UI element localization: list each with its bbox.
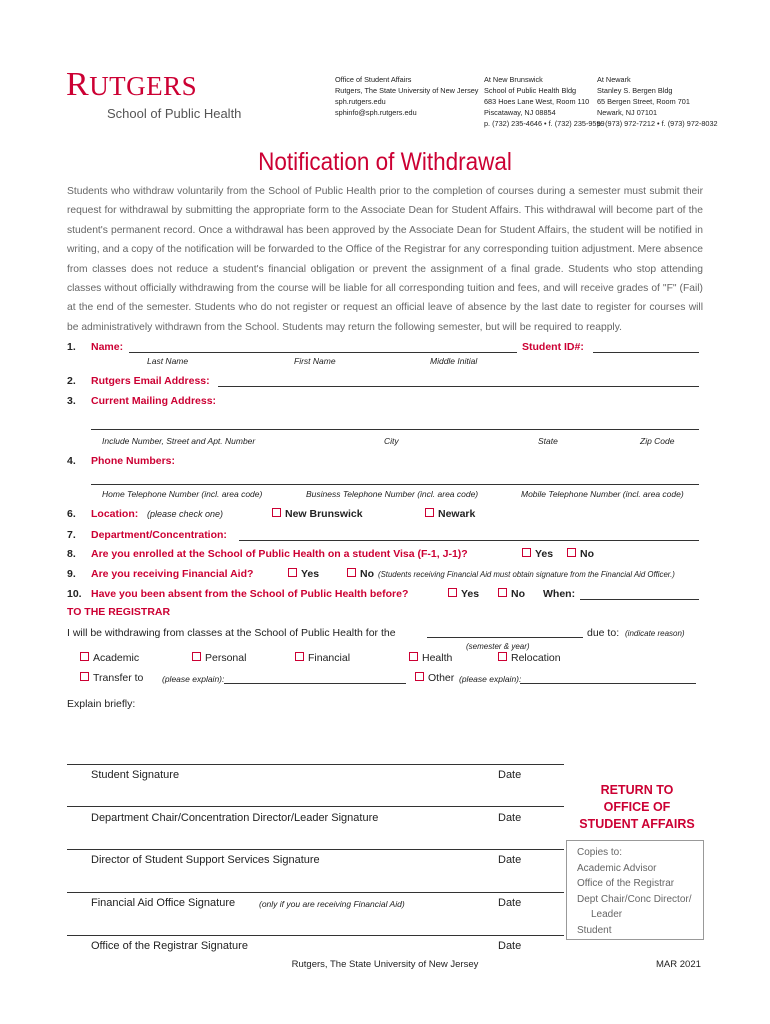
reason-health-checkbox[interactable]: Health — [409, 652, 452, 664]
checkbox-icon — [192, 652, 201, 661]
location-label: Location: — [91, 508, 139, 520]
phone-label: Phone Numbers: — [91, 455, 176, 467]
reason-relocation-checkbox[interactable]: Relocation — [498, 652, 561, 664]
visa-yes-checkbox[interactable]: Yes — [522, 548, 553, 560]
email-field[interactable] — [218, 386, 699, 387]
intro-paragraph: Students who withdraw voluntarily from the School of Public Health prior to the completion of courses during a semester must submit their request for withdrawal by submitting the appropriate form to the Associate Dean for Student Affairs. This withdrawal will become part of the student's permanent record. Once a withdrawal has been approved by the Associate Dean for Student Affairs, the student will be notified in writing, and a copy of the notification will be forwarded to the Office of the Registrar for any corresponding tuition adjustment. Mere absence from classes does not reduce a student's financial obligation or prevent the assignment of a final grade. Students who stop attending classes without officially withdrawing from the course will be liable for all corresponding tuition and fees, and will receive grades of "F" (Fail) at the end of the semester. Students who do not register or request an official leave of absence by the last date to register for courses will be administratively withdrawn from the School. Students may return the following semester, but will be required to reapply. — [67, 186, 703, 333]
checkbox-icon — [415, 672, 424, 681]
last-name-caption: Last Name — [147, 356, 189, 366]
return-to-office-notice: RETURN TO OFFICE OF STUDENT AFFAIRS — [579, 783, 695, 831]
checkbox-icon — [522, 548, 531, 557]
when-field[interactable] — [580, 599, 699, 600]
name-field[interactable] — [129, 352, 517, 353]
student-id-label: Student ID#: — [522, 341, 584, 353]
finaid-no-checkbox[interactable]: No — [347, 568, 374, 580]
phone-field[interactable] — [91, 484, 699, 485]
finaid-yes-checkbox[interactable]: Yes — [288, 568, 319, 580]
rutgers-logo: RUTGERS — [66, 66, 198, 103]
indicate-reason-hint: (indicate reason) — [625, 629, 685, 638]
checkbox-icon — [80, 652, 89, 661]
student-id-field[interactable] — [593, 352, 699, 353]
date-label: Date — [498, 812, 522, 824]
semester-caption: (semester & year) — [466, 642, 530, 651]
item-number: 10. — [67, 588, 82, 600]
department-label: Department/Concentration: — [91, 529, 227, 541]
date-label: Date — [498, 897, 522, 909]
state-caption: State — [538, 436, 558, 446]
student-signature-label: Student Signature — [91, 769, 180, 781]
transfer-field[interactable] — [224, 683, 406, 684]
absent-no-checkbox[interactable]: No — [498, 588, 525, 600]
date-label: Date — [498, 769, 522, 781]
checkbox-icon — [498, 588, 507, 597]
city-caption: City — [384, 436, 399, 446]
checkbox-icon — [347, 568, 356, 577]
visa-no-checkbox[interactable]: No — [567, 548, 594, 560]
address-col-new-brunswick: At New Brunswick School of Public Health Bldg 683 Hoes Lane West, Room 110 Piscataway, NJ 08854 p. (732) 235-4646 • f. (732) 235-9599 — [484, 75, 605, 128]
reason-transfer-checkbox[interactable]: Transfer to — [80, 672, 143, 684]
registrar-heading: TO THE REGISTRAR — [67, 606, 171, 618]
logo-subtitle: School of Public Health — [107, 106, 242, 121]
date-label: Date — [498, 854, 522, 866]
absent-question: Have you been absent from the School of Public Health before? — [91, 588, 409, 600]
reason-other-checkbox[interactable]: Other — [415, 672, 454, 684]
item-number: 4. — [67, 455, 76, 467]
mobile-phone-caption: Mobile Telephone Number (incl. area code) — [521, 489, 684, 499]
checkbox-icon — [272, 508, 281, 517]
location-hint: (please check one) — [147, 509, 224, 519]
absent-yes-checkbox[interactable]: Yes — [448, 588, 479, 600]
other-hint: (please explain): — [459, 674, 522, 684]
first-name-caption: First Name — [294, 356, 336, 366]
address-col-newark: At Newark Stanley S. Bergen Bldg 65 Bergen Street, Room 701 Newark, NJ 07101 p. (973) 972-7212 • f. (973) 972-8032 — [597, 75, 718, 128]
financial-aid-question: Are you receiving Financial Aid? — [91, 568, 254, 580]
item-number: 6. — [67, 508, 76, 520]
mailing-address-label: Current Mailing Address: — [91, 395, 217, 407]
checkbox-icon — [80, 672, 89, 681]
new-brunswick-checkbox[interactable]: New Brunswick — [272, 508, 363, 520]
withdrawal-statement: I will be withdrawing from classes at the School of Public Health for the — [67, 627, 396, 639]
visa-question: Are you enrolled at the School of Public Health on a student Visa (F-1, J-1)? — [91, 548, 468, 560]
checkbox-icon — [567, 548, 576, 557]
reason-financial-checkbox[interactable]: Financial — [295, 652, 350, 664]
item-number: 3. — [67, 395, 76, 407]
signature-line[interactable] — [67, 892, 564, 893]
middle-initial-caption: Middle Initial — [430, 356, 478, 366]
financial-aid-note: (Students receiving Financial Aid must obtain signature from the Financial Aid Officer.) — [378, 570, 675, 579]
signature-line[interactable] — [67, 806, 564, 807]
registrar-signature-label: Office of the Registrar Signature — [91, 940, 248, 952]
explain-area[interactable] — [67, 712, 703, 762]
home-phone-caption: Home Telephone Number (incl. area code) — [102, 489, 263, 499]
semester-field[interactable] — [427, 637, 583, 638]
copies-to-box: Copies to: Academic Advisor Office of the Registrar Dept Chair/Conc Director/ Leader Student — [566, 840, 704, 940]
reason-personal-checkbox[interactable]: Personal — [192, 652, 246, 664]
checkbox-icon — [409, 652, 418, 661]
address-col-office: Office of Student Affairs Rutgers, The State University of New Jersey sph.rutgers.edu sphinfo@sph.rutgers.edu — [335, 75, 479, 117]
checkbox-icon — [288, 568, 297, 577]
date-label: Date — [498, 940, 522, 952]
dept-chair-signature-label: Department Chair/Concentration Director/Leader Signature — [91, 812, 379, 824]
explain-label: Explain briefly: — [67, 698, 136, 710]
newark-checkbox[interactable]: Newark — [425, 508, 475, 520]
reason-academic-checkbox[interactable]: Academic — [80, 652, 139, 664]
footer-university: Rutgers, The State University of New Jersey — [291, 959, 479, 970]
street-caption: Include Number, Street and Apt. Number — [102, 436, 256, 446]
email-label: Rutgers Email Address: — [91, 375, 210, 387]
business-phone-caption: Business Telephone Number (incl. area code) — [306, 489, 479, 499]
signature-line[interactable] — [67, 764, 564, 765]
revision-date: MAR 2021 — [656, 959, 701, 970]
financial-aid-signature-note: (only if you are receiving Financial Aid) — [259, 899, 405, 909]
transfer-hint: (please explain): — [162, 674, 225, 684]
item-number: 8. — [67, 548, 76, 560]
department-field[interactable] — [239, 540, 699, 541]
checkbox-icon — [498, 652, 507, 661]
director-signature-label: Director of Student Support Services Signature — [91, 854, 320, 866]
financial-aid-signature-label: Financial Aid Office Signature — [91, 897, 236, 909]
checkbox-icon — [448, 588, 457, 597]
checkbox-icon — [295, 652, 304, 661]
name-label: Name: — [91, 341, 124, 353]
due-to-label: due to: — [587, 627, 620, 639]
item-number: 1. — [67, 341, 76, 353]
signature-line[interactable] — [67, 935, 564, 936]
other-field[interactable] — [520, 683, 696, 684]
when-label: When: — [543, 588, 576, 600]
item-number: 9. — [67, 568, 76, 580]
item-number: 2. — [67, 375, 76, 387]
zip-caption: Zip Code — [640, 436, 675, 446]
item-number: 7. — [67, 529, 76, 541]
mailing-address-field[interactable] — [91, 429, 699, 430]
signature-line[interactable] — [67, 849, 564, 850]
checkbox-icon — [425, 508, 434, 517]
page-title: Notification of Withdrawal — [258, 148, 512, 176]
